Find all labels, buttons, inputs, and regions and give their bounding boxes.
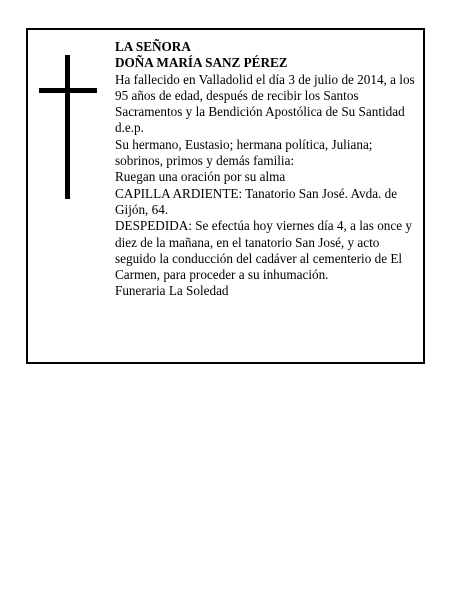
farewell-paragraph: DESPEDIDA: Se efectúa hoy viernes día 4, a las once y diez de la mañana, en el tanatorio San José, y acto seguido la conducción del cadáver al cementerio de El Carmen, para proceder a su inhumación. [115, 218, 413, 283]
family-paragraph: Su hermano, Eustasio; hermana política, Juliana; sobrinos, primos y demás familia: [115, 136, 373, 169]
cross-vertical-bar [65, 55, 70, 199]
obituary-notice [26, 28, 425, 364]
notice-text [115, 39, 415, 300]
cross-icon [39, 55, 97, 199]
death-paragraph: Ha fallecido en Valladolid el día 3 de julio de 2014, a los 95 años de edad, después de recibir los Santos Sacramentos y la Bendición Apostólica de Su Santidad d.e.p. [115, 71, 415, 136]
prayer-line: Ruegan una oración por su alma [115, 169, 286, 185]
title-line-1: LA SEÑORA [115, 39, 191, 54]
funeral-home: Funeraria La Soledad [115, 283, 229, 299]
chapel-paragraph: CAPILLA ARDIENTE: Tanatorio San José. Avda. de Gijón, 64. [115, 185, 398, 217]
deceased-name: DOÑA MARÍA SANZ PÉREZ [115, 55, 288, 71]
cross-horizontal-bar [39, 88, 97, 93]
